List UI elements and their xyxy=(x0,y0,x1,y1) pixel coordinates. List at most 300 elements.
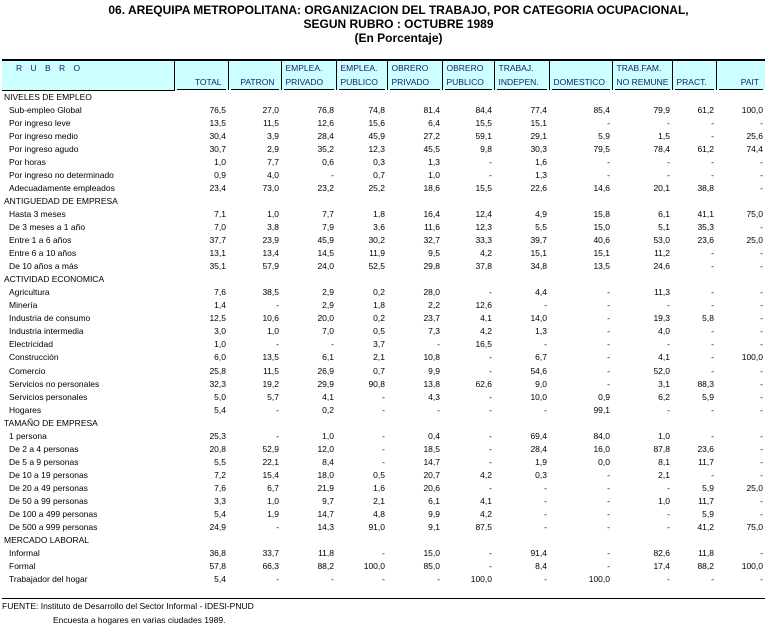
table-cell: 38,5 xyxy=(262,287,279,298)
table-cell: 69,4 xyxy=(530,430,547,441)
table-cell: 0,6 xyxy=(322,156,334,167)
table-cell: 32,7 xyxy=(423,235,440,246)
table-cell: 25,8 xyxy=(209,365,226,376)
row-label: Minería xyxy=(9,300,38,311)
table-row xyxy=(2,130,765,143)
table-cell: 30,4 xyxy=(209,130,226,141)
table-header xyxy=(2,60,765,90)
table-cell: - xyxy=(607,169,610,180)
table-cell: - xyxy=(607,287,610,298)
row-label: Por ingreso leve xyxy=(9,117,71,128)
table-cell: 25,2 xyxy=(368,182,385,193)
table-cell: 12,6 xyxy=(317,117,334,128)
table-cell: 85,4 xyxy=(593,104,610,115)
table-cell: - xyxy=(544,482,547,493)
table-cell: 13,4 xyxy=(262,248,279,259)
row-label: De 100 a 499 personas xyxy=(9,509,98,520)
table-cell: 14,7 xyxy=(317,509,334,520)
table-cell: - xyxy=(382,391,385,402)
table-cell: 1,0 xyxy=(322,430,334,441)
table-cell: - xyxy=(667,509,670,520)
table-row xyxy=(2,247,765,260)
table-cell: 85,0 xyxy=(423,561,440,572)
table-cell: 8,4 xyxy=(535,561,547,572)
table-cell: - xyxy=(667,574,670,585)
row-label: Servicios no personales xyxy=(9,378,100,389)
row-label: Comercio xyxy=(9,365,46,376)
table-cell: 10,0 xyxy=(530,391,547,402)
table-cell: 14,3 xyxy=(317,522,334,533)
table-cell: 87,8 xyxy=(653,443,670,454)
table-cell: 4,1 xyxy=(480,313,492,324)
table-body xyxy=(2,90,765,586)
title-line-3: (En Porcentaje) xyxy=(354,31,443,45)
table-cell: 4,8 xyxy=(373,509,385,520)
table-row xyxy=(2,547,765,560)
table-cell: 7,6 xyxy=(214,287,226,298)
table-cell: 1,8 xyxy=(373,208,385,219)
table-cell: 0,9 xyxy=(214,169,226,180)
section-header-row xyxy=(2,273,765,286)
table-cell: 23,6 xyxy=(697,235,714,246)
table-cell: - xyxy=(711,574,714,585)
table-cell: 73,0 xyxy=(262,182,279,193)
table-cell: - xyxy=(489,456,492,467)
row-label: Sub-empleo Global xyxy=(9,104,82,115)
table-row xyxy=(2,169,765,182)
table-cell: 13,5 xyxy=(262,352,279,363)
table-cell: - xyxy=(607,300,610,311)
table-cell: - xyxy=(544,495,547,506)
table-cell: - xyxy=(276,574,279,585)
table-cell: - xyxy=(667,156,670,167)
row-label: De 500 a 999 personas xyxy=(9,522,98,533)
table-cell: - xyxy=(607,352,610,363)
table-cell: 82,6 xyxy=(653,548,670,559)
table-cell: - xyxy=(331,169,334,180)
table-cell: 4,2 xyxy=(480,326,492,337)
table-cell: - xyxy=(760,261,763,272)
table-cell: - xyxy=(711,287,714,298)
table-cell: 5,9 xyxy=(702,482,714,493)
table-cell: 5,4 xyxy=(214,404,226,415)
table-cell: 15,1 xyxy=(530,248,547,259)
table-cell: 7,3 xyxy=(428,326,440,337)
table-cell: 76,8 xyxy=(317,104,334,115)
table-cell: - xyxy=(276,300,279,311)
table-row xyxy=(2,391,765,404)
table-cell: 1,0 xyxy=(428,169,440,180)
table-cell: 2,2 xyxy=(428,300,440,311)
row-label: De 2 a 4 personas xyxy=(9,443,79,454)
section-label: NIVELES DE EMPLEO xyxy=(4,91,92,102)
table-cell: - xyxy=(711,365,714,376)
table-cell: 2,9 xyxy=(322,300,334,311)
table-cell: - xyxy=(489,365,492,376)
table-cell: 20,8 xyxy=(209,443,226,454)
table-cell: 11,9 xyxy=(369,248,385,259)
table-cell: 14,7 xyxy=(423,456,440,467)
table-cell: 9,8 xyxy=(480,143,492,154)
table-cell: 5,8 xyxy=(702,313,714,324)
row-label: Construcción xyxy=(9,352,59,363)
table-cell: 18,5 xyxy=(423,443,440,454)
header-trabaj-indepen: TRABAJ. INDEPEN. xyxy=(494,60,549,90)
table-cell: 10,8 xyxy=(423,352,440,363)
table-cell: 52,0 xyxy=(653,365,670,376)
table-cell: - xyxy=(711,261,714,272)
table-row xyxy=(2,104,765,117)
table-cell: 4,0 xyxy=(658,326,670,337)
table-cell: - xyxy=(760,391,763,402)
table-cell: - xyxy=(607,548,610,559)
table-cell: 74,8 xyxy=(368,104,385,115)
table-cell: 15,0 xyxy=(593,221,610,232)
table-cell: 62,6 xyxy=(475,378,492,389)
table-cell: 2,1 xyxy=(373,352,385,363)
table-cell: 7,2 xyxy=(214,469,226,480)
table-cell: 75,0 xyxy=(746,522,763,533)
table-cell: 3,6 xyxy=(373,221,385,232)
table-row xyxy=(2,482,765,495)
table-cell: 32,3 xyxy=(209,378,226,389)
table-cell: 25,0 xyxy=(746,482,763,493)
table-cell: 15,1 xyxy=(593,248,610,259)
table-cell: 12,6 xyxy=(475,300,492,311)
table-cell: 12,3 xyxy=(475,221,492,232)
table-cell: 57,9 xyxy=(262,261,279,272)
table-cell: 23,6 xyxy=(697,443,714,454)
table-cell: 23,9 xyxy=(262,235,279,246)
table-cell: 10,6 xyxy=(262,313,279,324)
table-cell: - xyxy=(760,300,763,311)
table-cell: 13,5 xyxy=(209,117,226,128)
table-cell: - xyxy=(544,404,547,415)
table-cell: - xyxy=(607,378,610,389)
table-cell: 7,0 xyxy=(214,221,226,232)
table-cell: - xyxy=(760,326,763,337)
occupational-category-table xyxy=(2,59,765,586)
table-cell: - xyxy=(607,326,610,337)
row-label: Industria intermedia xyxy=(9,326,84,337)
table-row xyxy=(2,456,765,469)
table-cell: 35,1 xyxy=(209,261,226,272)
table-cell: - xyxy=(437,574,440,585)
table-cell: 19,2 xyxy=(262,378,279,389)
table-cell: 30,2 xyxy=(368,235,385,246)
table-cell: - xyxy=(760,339,763,350)
table-row xyxy=(2,378,765,391)
table-cell: 1,0 xyxy=(267,495,279,506)
table-row xyxy=(2,495,765,508)
table-cell: 4,4 xyxy=(535,287,547,298)
table-cell: 5,9 xyxy=(598,130,610,141)
table-cell: 5,9 xyxy=(702,509,714,520)
table-cell: 19,3 xyxy=(653,313,670,324)
table-cell: 78,4 xyxy=(653,143,670,154)
table-cell: 4,3 xyxy=(428,391,440,402)
table-cell: - xyxy=(760,221,763,232)
table-cell: - xyxy=(760,430,763,441)
table-cell: 1,9 xyxy=(535,456,547,467)
table-cell: - xyxy=(489,482,492,493)
table-cell: - xyxy=(382,548,385,559)
table-row xyxy=(2,325,765,338)
table-cell: 0,5 xyxy=(373,326,385,337)
table-cell: 1,0 xyxy=(214,156,226,167)
table-cell: 4,1 xyxy=(658,352,670,363)
table-cell: - xyxy=(667,117,670,128)
table-cell: - xyxy=(544,574,547,585)
table-cell: - xyxy=(489,287,492,298)
table-cell: - xyxy=(711,130,714,141)
table-cell: 28,0 xyxy=(423,287,440,298)
table-cell: 1,3 xyxy=(428,156,440,167)
table-cell: 4,2 xyxy=(480,469,492,480)
table-row xyxy=(2,443,765,456)
table-cell: 100,0 xyxy=(363,561,385,572)
table-cell: 1,3 xyxy=(535,169,547,180)
table-cell: - xyxy=(489,548,492,559)
table-cell: 36,8 xyxy=(209,548,226,559)
table-cell: 9,1 xyxy=(428,522,440,533)
table-cell: 9,5 xyxy=(428,248,440,259)
table-cell: 76,5 xyxy=(209,104,226,115)
table-cell: 11,5 xyxy=(263,117,279,128)
row-label: De 5 a 9 personas xyxy=(9,456,79,467)
table-cell: 45,9 xyxy=(317,235,334,246)
row-label: De 20 a 49 personas xyxy=(9,482,88,493)
table-cell: 5,4 xyxy=(214,574,226,585)
table-cell: 8,1 xyxy=(658,456,670,467)
header-rubro: R U B R O xyxy=(2,60,174,90)
table-cell: 12,0 xyxy=(317,443,334,454)
table-cell: 1,6 xyxy=(373,482,385,493)
table-cell: 37,7 xyxy=(209,235,226,246)
table-cell: 9,9 xyxy=(428,509,440,520)
table-cell: 6,1 xyxy=(658,208,670,219)
table-row xyxy=(2,221,765,234)
table-cell: 54,6 xyxy=(530,365,547,376)
table-cell: - xyxy=(667,300,670,311)
table-cell: 88,2 xyxy=(317,561,334,572)
table-cell: 0,9 xyxy=(598,391,610,402)
table-cell: 1,4 xyxy=(214,300,226,311)
table-cell: 17,4 xyxy=(653,561,670,572)
table-cell: 13,5 xyxy=(593,261,610,272)
footnote-survey: Encuesta a hogares en varias ciudades 1989. xyxy=(53,615,226,625)
table-row xyxy=(2,143,765,156)
header-domestico: DOMESTICO xyxy=(549,60,612,90)
row-label: Trabajador del hogar xyxy=(9,574,88,585)
header-total: TOTAL xyxy=(174,60,228,90)
table-cell: - xyxy=(760,443,763,454)
table-row xyxy=(2,208,765,221)
table-cell: 28,4 xyxy=(530,443,547,454)
table-cell: 1,3 xyxy=(535,326,547,337)
table-cell: 4,1 xyxy=(480,495,492,506)
table-row xyxy=(2,312,765,325)
table-row xyxy=(2,299,765,312)
table-cell: 1,0 xyxy=(658,495,670,506)
header-pract: PRACT. xyxy=(672,60,716,90)
table-cell: 7,6 xyxy=(214,482,226,493)
table-cell: 100,0 xyxy=(741,104,763,115)
table-cell: 3,7 xyxy=(373,339,385,350)
row-label: Electricidad xyxy=(9,339,53,350)
table-cell: 91,4 xyxy=(530,548,547,559)
table-cell: 7,7 xyxy=(267,156,279,167)
table-cell: - xyxy=(760,169,763,180)
row-label: 1 persona xyxy=(9,430,47,441)
row-label: De 3 meses a 1 año xyxy=(9,221,86,232)
table-cell: - xyxy=(607,482,610,493)
table-cell: - xyxy=(760,378,763,389)
table-cell: - xyxy=(489,443,492,454)
table-row xyxy=(2,430,765,443)
table-cell: 4,2 xyxy=(480,248,492,259)
table-cell: 100,0 xyxy=(588,574,610,585)
table-cell: 5,5 xyxy=(535,221,547,232)
table-cell: - xyxy=(331,574,334,585)
table-cell: 12,3 xyxy=(368,143,385,154)
table-cell: 20,7 xyxy=(423,469,440,480)
table-cell: - xyxy=(607,561,610,572)
table-cell: 14,5 xyxy=(317,248,334,259)
table-cell: 30,3 xyxy=(530,143,547,154)
table-cell: 0,3 xyxy=(373,156,385,167)
table-cell: - xyxy=(489,404,492,415)
report-title xyxy=(0,3,767,45)
table-cell: - xyxy=(607,469,610,480)
table-cell: 35,3 xyxy=(697,221,714,232)
table-cell: 52,9 xyxy=(262,443,279,454)
table-cell: - xyxy=(489,352,492,363)
table-cell: 13,1 xyxy=(209,248,226,259)
table-cell: 25,3 xyxy=(209,430,226,441)
table-cell: - xyxy=(489,430,492,441)
table-cell: 11,7 xyxy=(698,456,714,467)
table-cell: 0,5 xyxy=(373,469,385,480)
table-cell: 6,7 xyxy=(267,482,279,493)
table-cell: 11,6 xyxy=(424,221,440,232)
table-cell: 40,6 xyxy=(593,235,610,246)
table-cell: - xyxy=(276,430,279,441)
table-cell: - xyxy=(711,117,714,128)
table-cell: 14,0 xyxy=(530,313,547,324)
table-cell: - xyxy=(711,156,714,167)
table-cell: 11,8 xyxy=(698,548,714,559)
table-cell: - xyxy=(544,300,547,311)
table-row xyxy=(2,364,765,377)
table-cell: 87,5 xyxy=(475,522,492,533)
table-cell: 12,4 xyxy=(475,208,492,219)
row-label: Hasta 3 meses xyxy=(9,208,66,219)
table-cell: - xyxy=(711,352,714,363)
table-cell: 52,5 xyxy=(368,261,385,272)
table-cell: 53,0 xyxy=(653,235,670,246)
table-cell: 100,0 xyxy=(470,574,492,585)
table-cell: 11,7 xyxy=(698,495,714,506)
table-cell: 11,3 xyxy=(654,287,670,298)
table-cell: - xyxy=(760,495,763,506)
table-cell: 15,0 xyxy=(423,548,440,559)
table-cell: 9,0 xyxy=(535,378,547,389)
table-cell: - xyxy=(607,156,610,167)
table-cell: 1,5 xyxy=(658,130,670,141)
section-label: ACTIVIDAD ECONOMICA xyxy=(4,274,105,285)
table-cell: 81,4 xyxy=(423,104,440,115)
table-row xyxy=(2,560,765,573)
table-cell: - xyxy=(382,574,385,585)
table-cell: 6,4 xyxy=(428,117,440,128)
row-label: De 10 años a más xyxy=(9,261,78,272)
table-cell: - xyxy=(760,313,763,324)
table-cell: 57,8 xyxy=(209,561,226,572)
table-cell: 7,9 xyxy=(322,221,334,232)
table-cell: 4,0 xyxy=(267,169,279,180)
table-cell: 84,4 xyxy=(475,104,492,115)
table-cell: 15,4 xyxy=(262,469,279,480)
header-pait: PAIT xyxy=(716,60,765,90)
header-trab-fam-no-remune: TRAB.FAM. NO REMUNE xyxy=(612,60,672,90)
table-cell: - xyxy=(489,169,492,180)
table-cell: - xyxy=(607,339,610,350)
table-row xyxy=(2,117,765,130)
table-cell: 1,0 xyxy=(267,208,279,219)
table-cell: - xyxy=(276,339,279,350)
table-cell: - xyxy=(760,248,763,259)
table-cell: - xyxy=(760,156,763,167)
table-cell: 7,1 xyxy=(214,208,226,219)
table-cell: - xyxy=(544,509,547,520)
table-cell: - xyxy=(711,469,714,480)
table-cell: 5,0 xyxy=(214,391,226,402)
table-cell: 21,9 xyxy=(317,482,334,493)
table-cell: 27,0 xyxy=(262,104,279,115)
table-cell: 75,0 xyxy=(746,208,763,219)
table-cell: 14,6 xyxy=(593,182,610,193)
table-cell: - xyxy=(711,169,714,180)
table-cell: 1,9 xyxy=(267,509,279,520)
table-cell: 6,1 xyxy=(322,352,334,363)
table-cell: 74,4 xyxy=(746,143,763,154)
table-cell: 24,0 xyxy=(317,261,334,272)
table-cell: 91,0 xyxy=(368,522,385,533)
table-cell: 13,8 xyxy=(423,378,440,389)
table-cell: 1,6 xyxy=(535,156,547,167)
table-cell: - xyxy=(437,339,440,350)
row-label: Agricultura xyxy=(9,287,50,298)
table-cell: - xyxy=(607,495,610,506)
table-cell: 0,7 xyxy=(373,169,385,180)
table-cell: 41,1 xyxy=(697,208,714,219)
row-label: De 10 a 19 personas xyxy=(9,469,88,480)
table-cell: 24,9 xyxy=(209,522,226,533)
table-cell: 6,1 xyxy=(428,495,440,506)
table-cell: 1,8 xyxy=(373,300,385,311)
row-label: Por ingreso no determinado xyxy=(9,169,114,180)
table-cell: 11,2 xyxy=(654,248,670,259)
table-cell: 18,6 xyxy=(423,182,440,193)
section-label: MERCADO LABORAL xyxy=(4,535,90,546)
table-row xyxy=(2,234,765,247)
table-cell: 0,4 xyxy=(428,430,440,441)
table-cell: 5,4 xyxy=(214,509,226,520)
table-cell: 15,8 xyxy=(593,208,610,219)
table-cell: 8,4 xyxy=(322,456,334,467)
table-cell: - xyxy=(760,574,763,585)
